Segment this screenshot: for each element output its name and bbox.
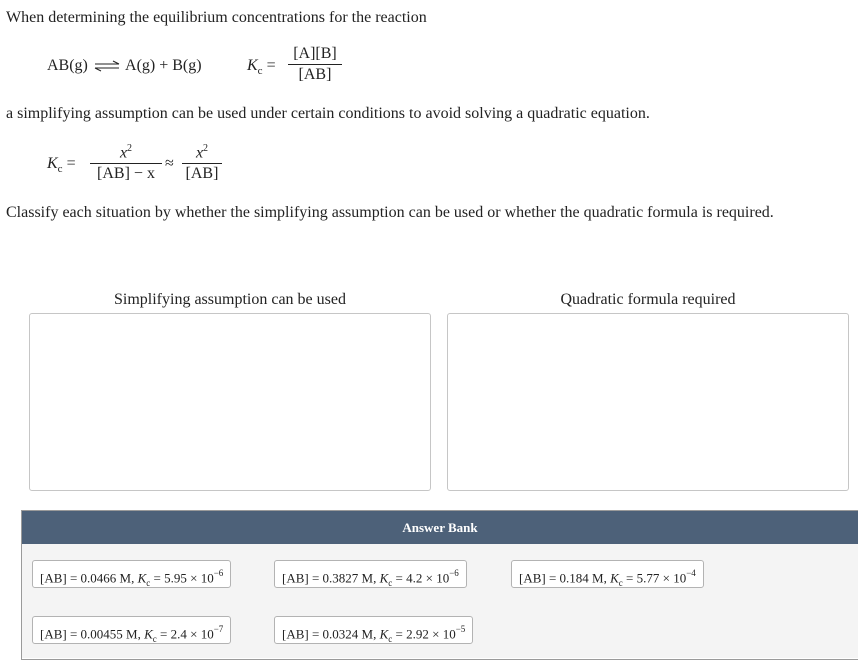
- kc-fraction: [288, 45, 342, 84]
- instruction-text: Classify each situation by whether the simplifying assumption can be used or whether the quadratic formula is required.: [6, 204, 774, 221]
- equilibrium-arrows-icon: [92, 60, 122, 72]
- kc-numerator: [A][B]: [293, 45, 337, 62]
- kc-denominator: [AB]: [298, 66, 332, 83]
- approx-sign: ≈: [165, 155, 174, 172]
- answer-bank: [21, 510, 858, 660]
- answer-chip[interactable]: [AB] = 0.0466 M, $K_c = 5.95 \times 10^{-6}$: [32, 560, 231, 588]
- simplifying-column-heading: Simplifying assumption can be used: [114, 291, 346, 308]
- assumption-text: a simplifying assumption can be used under certain conditions to avoid solving a quadratic equation.: [6, 105, 650, 122]
- intro-text: When determining the equilibrium concentrations for the reaction: [6, 9, 427, 26]
- simplifying-drop-zone[interactable]: [29, 313, 431, 491]
- answer-chip[interactable]: [AB] = 0.00455 M, $K_c = 2.4 \times 10^{-7}$: [32, 616, 231, 644]
- approx-fraction: $x^2$ [AB]: [182, 143, 222, 183]
- exact-fraction: $x^2$ [AB] − x: [90, 143, 162, 183]
- quadratic-drop-zone[interactable]: [447, 313, 849, 491]
- kc-symbol: $K_c$ =: [47, 155, 76, 176]
- answer-bank-body: [22, 544, 858, 658]
- answer-chip[interactable]: [AB] = 0.0324 M, $K_c = 2.92 \times 10^{-5}$: [274, 616, 473, 644]
- quadratic-column-heading: Quadratic formula required: [560, 291, 736, 308]
- reactant: AB(g): [47, 57, 88, 74]
- answer-chip[interactable]: [AB] = 0.184 M, $K_c = 5.77 \times 10^{-4}$: [511, 560, 704, 588]
- answer-chip[interactable]: [AB] = 0.3827 M, $K_c = 4.2 \times 10^{-6}$: [274, 560, 467, 588]
- products: A(g) + B(g): [125, 57, 202, 74]
- kc-symbol: $K_c$ =: [247, 57, 276, 78]
- answer-bank-title: Answer Bank: [22, 511, 858, 544]
